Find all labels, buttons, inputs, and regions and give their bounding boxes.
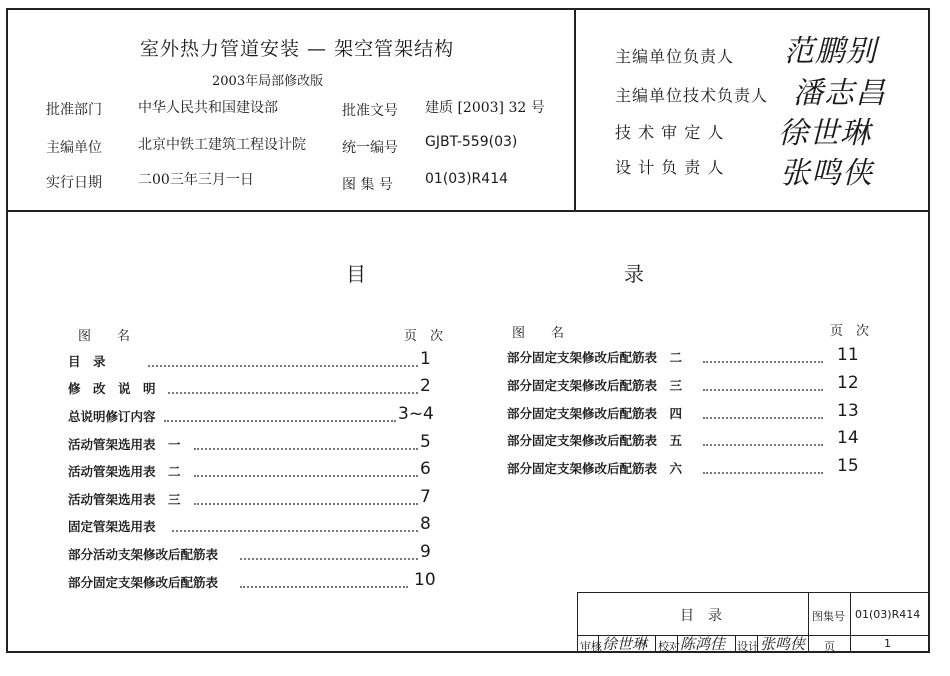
approval-no-value: 建质 [2003] 32 号 [425, 100, 545, 116]
atlas-number: 01(03)R414 [855, 608, 921, 621]
page-number: 1 [884, 637, 891, 650]
toc-row[interactable] [507, 428, 867, 451]
editor-unit-value: 北京中铁工建筑工程设计院 [138, 137, 306, 153]
leader-dots [194, 448, 418, 450]
right-col-name-header: 图 名 [512, 326, 565, 341]
design-head-label: 设 计 负 责 人 [615, 158, 725, 177]
header-column-divider [574, 8, 576, 211]
effective-date-label: 实行日期 [46, 175, 102, 191]
toc-row-name: 目 录 [68, 354, 106, 369]
toc-row[interactable] [507, 401, 867, 424]
leader-dots [168, 392, 418, 394]
toc-row[interactable] [507, 373, 867, 396]
title-block-top [577, 592, 930, 593]
leader-dots [194, 475, 418, 477]
atlas-label: 图集号 [812, 610, 845, 623]
toc-row[interactable] [68, 376, 438, 399]
atlas-title: 室外热力管道安装 — 架空管架结构 [140, 38, 455, 60]
title-block-divider [808, 592, 809, 653]
chief-unit-head-label: 主编单位负责人 [615, 47, 735, 66]
toc-row-name: 活动管架选用表 二 [68, 464, 181, 479]
tech-head-signature: 潘志昌 [793, 76, 886, 111]
leader-dots [703, 417, 823, 419]
leader-dots [240, 586, 408, 588]
design-signature: 张鸣侠 [760, 635, 806, 653]
approval-no-label: 批准文号 [342, 103, 398, 119]
toc-row-page: 8 [420, 514, 431, 534]
toc-row[interactable] [68, 459, 438, 482]
toc-row-name: 部分固定支架修改后配筋表 四 [507, 406, 683, 421]
toc-row-page: 6 [420, 459, 431, 479]
sheet-title: 目 录 [680, 608, 722, 624]
leader-dots [703, 389, 823, 391]
title-block-cell-line [655, 635, 656, 653]
toc-row-name: 活动管架选用表 三 [68, 492, 181, 507]
toc-row[interactable] [507, 456, 867, 479]
toc-row-name: 部分活动支架修改后配筋表 [68, 547, 219, 562]
toc-row-name: 部分固定支架修改后配筋表 二 [507, 350, 683, 365]
toc-row-page: 7 [420, 487, 431, 507]
right-col-page-header: 页 次 [830, 324, 870, 339]
toc-row-page: 12 [837, 373, 859, 393]
toc-row-name: 部分固定支架修改后配筋表 五 [507, 433, 683, 448]
toc-row[interactable] [507, 345, 867, 368]
toc-row-page: 1 [420, 349, 431, 369]
design-head-signature: 张鸣侠 [780, 156, 873, 191]
atlas-subtitle: 2003年局部修改版 [212, 74, 324, 89]
toc-row-page: 5 [420, 432, 431, 452]
toc-row-page: 11 [837, 345, 859, 365]
toc-row-page: 15 [837, 456, 859, 476]
toc-row[interactable] [68, 514, 438, 537]
leader-dots [703, 444, 823, 446]
toc-row[interactable] [68, 487, 438, 510]
design-label: 设计 [737, 640, 759, 653]
toc-row-name: 部分固定支架修改后配筋表 [68, 575, 219, 590]
leader-dots [703, 361, 823, 363]
toc-row-name: 修 改 说 明 [68, 381, 156, 396]
toc-row-page: 9 [420, 542, 431, 562]
toc-row[interactable] [68, 542, 438, 565]
toc-title-right: 录 [624, 262, 644, 286]
toc-row-name: 固定管架选用表 [68, 519, 156, 534]
toc-row-page: 2 [420, 376, 431, 396]
editor-unit-label: 主编单位 [46, 140, 102, 156]
leader-dots [703, 472, 823, 474]
approval-dept-value: 中华人民共和国建设部 [138, 100, 278, 116]
unified-no-label: 统一编号 [342, 140, 398, 156]
atlas-no-label: 图 集 号 [342, 177, 393, 193]
tech-reviewer-label: 技 术 审 定 人 [615, 123, 725, 142]
toc-row-name: 总说明修订内容 [68, 409, 156, 424]
leader-dots [148, 365, 418, 367]
unified-no-value: GJBT-559(03) [425, 134, 518, 150]
title-block-divider [850, 592, 851, 653]
check-signature: 陈鸿佳 [680, 635, 726, 653]
toc-row[interactable] [68, 349, 438, 372]
toc-row[interactable] [68, 404, 438, 427]
chief-unit-head-signature: 范鹏别 [784, 34, 877, 69]
check-label: 校对 [658, 640, 680, 653]
toc-row-page: 13 [837, 401, 859, 421]
left-col-page-header: 页 次 [404, 329, 444, 344]
approval-dept-label: 批准部门 [46, 102, 102, 118]
title-block-left [577, 592, 578, 653]
title-block-cell-line [735, 635, 736, 653]
leader-dots [172, 530, 418, 532]
toc-row-name: 部分固定支架修改后配筋表 三 [507, 378, 683, 393]
leader-dots [240, 558, 418, 560]
left-col-name-header: 图 名 [78, 329, 131, 344]
toc-row-page: 3~4 [398, 404, 434, 424]
review-label: 审核 [580, 640, 602, 653]
leader-dots [164, 420, 396, 422]
toc-row-page: 14 [837, 428, 859, 448]
tech-head-label: 主编单位技术负责人 [615, 86, 769, 105]
toc-row[interactable] [68, 570, 438, 593]
leader-dots [194, 503, 418, 505]
atlas-no-value: 01(03)R414 [425, 171, 509, 187]
review-signature: 徐世琳 [602, 635, 648, 653]
toc-row[interactable] [68, 432, 438, 455]
effective-date-value: 二00三年三月一日 [138, 172, 254, 188]
toc-row-page: 10 [414, 570, 436, 590]
toc-title-left: 目 [346, 262, 366, 286]
header-divider [6, 210, 930, 212]
tech-reviewer-signature: 徐世琳 [778, 116, 871, 151]
toc-row-name: 活动管架选用表 一 [68, 437, 181, 452]
toc-row-name: 部分固定支架修改后配筋表 六 [507, 461, 683, 476]
page-label: 页 [824, 640, 835, 653]
